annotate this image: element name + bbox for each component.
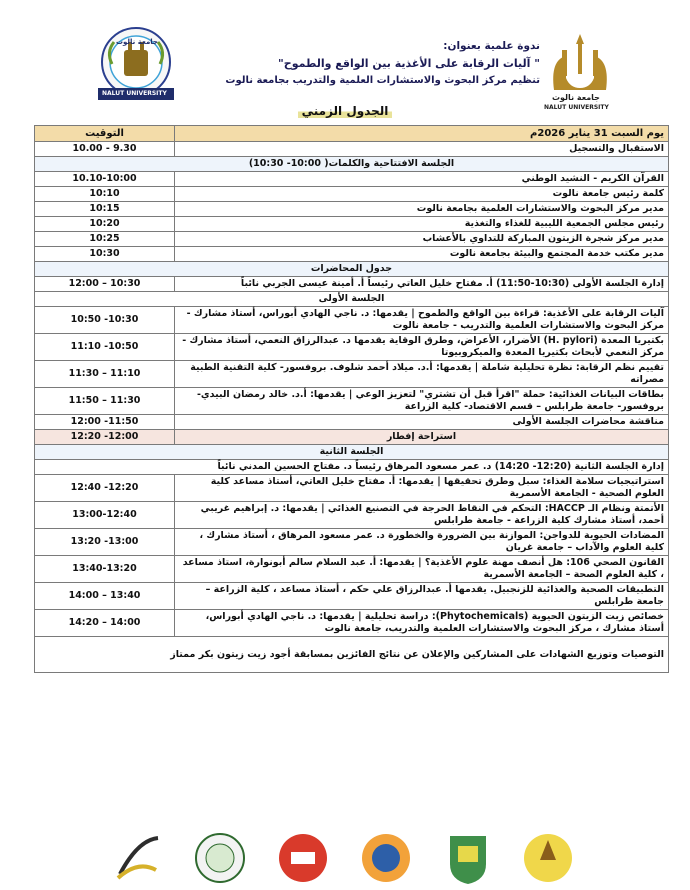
time-cell: 10:20 [35,217,175,232]
title-block [200,38,540,89]
event-cell: كلمة رئيس جامعة نالوت [175,187,669,202]
table-row [35,502,669,529]
section-heading: الجلسة الافتتاحية والكلمات( 10:00- 10:30) [35,157,669,172]
date-header: يوم السبت 31 يناير 2026م [175,126,669,142]
time-cell: 11:10 -10:50 [35,334,175,361]
section-heading: جدول المحاضرات [35,262,669,277]
table-row [35,361,669,388]
logo-left-caption-bottom: NALUT UNIVERSITY [102,90,167,97]
time-cell: 11:50 – 11:30 [35,388,175,415]
organizer-line: تنظيم مركز البحوث والاستشارات العلمية والتدريب بجامعة نالوت [225,75,540,86]
time-cell: 13:20 -13:00 [35,529,175,556]
section-heading: الجلسة الثانية [35,445,669,460]
event-cell: رئيس مجلس الجمعية الليبية للغذاء والتغذية [175,217,669,232]
event-cell: استراحة إفطار [175,430,669,445]
table-row [35,247,669,262]
faculty-seal-icon [192,830,248,886]
green-shield-logo-icon [440,830,496,886]
event-cell: المضادات الحيوية للدواجن: الموازنة بين الضرورة والخطورة د. عمر مسعود المرهاق ، أستاذ مشارك ، كلية العلوم والآداب – جامعة غريان [175,529,669,556]
table-row [35,262,669,277]
yellow-emblem-logo-icon [520,830,576,886]
time-cell: 10:10 [35,187,175,202]
table-row [35,292,669,307]
seminar-theme: " آليات الرقابة على الأغذية بين الواقع والطموح" [278,57,540,70]
table-row [35,187,669,202]
seminar-label: ندوة علمية بعنوان: [443,40,540,52]
session-chair-note: إدارة الجلسة الثانية (12:20- 14:20) د. عمر مسعود المرهاق رئيساً د. مفتاح الحسين المدني نائباً [35,460,669,475]
time-cell: 13:40-13:20 [35,556,175,583]
orange-blue-logo-icon [358,830,414,886]
table-row [35,445,669,460]
schedule-title: الجدول الزمني [0,104,690,118]
table-row [35,529,669,556]
table-row [35,475,669,502]
table-row [35,583,669,610]
time-cell: 10.00 - 9.30 [35,142,175,157]
table-row [35,388,669,415]
table-row [35,556,669,583]
event-cell: الأتمتة ونظام الـ HACCP: التحكم في النقاط الحرجة في التصنيع الغذائي | يقدمها: د. إبراهيم غريبي أحمد، أستاذ مشارك كلية الزراعة - جامعة طرابلس [175,502,669,529]
event-cell: خصائص زيت الزيتون الحيوية (Phytochemicals): دراسة تحليلية | يقدمها: د. ناجي الهادي أبوراس، أستاذ مشارك ، مركز البحوث والاستشارات العلمية والتدريب، جامعة نالوت [175,610,669,637]
closing-row: التوصيات وتوزيع الشهادات على المشاركين والإعلان عن نتائج الفائزين بمسابقة أجود زيت زيتون بكر ممتاز [35,637,669,673]
time-cell: 10:30 [35,247,175,262]
table-row [35,157,669,172]
event-cell: مدير مركز شجرة الزيتون المباركة للتداوي بالأعشاب [175,232,669,247]
section-heading: الجلسة الأولى [35,292,669,307]
time-cell: 12:40 -12:20 [35,475,175,502]
time-cell: 10:25 [35,232,175,247]
time-cell: 10:50 -10:30 [35,307,175,334]
event-cell: القانون الصحي 106: هل أنصف مهنة علوم الأغذية؟ | يقدمها: أ. عبد السلام سالم أبونوارة، استاذ مساعد ، كلية العلوم الصحة – الجامعة الأسمرية [175,556,669,583]
table-row [35,415,669,430]
event-cell: بكتيريا المعدة (H. pylori) الأضرار، الأعراض، وطرق الوقاية يقدمها د. عبدالرزاق النعمي، أستاذ مشارك - مركز النعمي لأبحاث بكتيريا المعدة والميكروبيوتا [175,334,669,361]
event-cell: تقييم نظم الرقابة: نظرة تحليلية شاملة | يقدمها: أ.د. ميلاد أحمد شلوف. بروفسور- كلية التقنية الطبية مصراته [175,361,669,388]
table-row [35,610,669,637]
time-cell: 13:00-12:40 [35,502,175,529]
time-cell: 11:30 – 11:10 [35,361,175,388]
event-cell: بطاقات البيانات الغذائية: حملة "اقرأ قبل أن تشتري" لتعزيز الوعي | يقدمها: أ.د. خالد رمضان البيدي- بروفسور- جامعة طرابلس – قسم الاقتصاد- كلية الزراعة [175,388,669,415]
event-cell: التطبيقات الصحية والغذائية للزنجبيل. يقدمها أ. عبدالرزاق علي حكم ، أستاذ مساعد ، كلية الزراعة – جامعة طرابلس [175,583,669,610]
logo-right-caption-bottom: NALUT UNIVERSITY [544,104,609,111]
event-cell: القرآن الكريم - النشيد الوطني [175,172,669,187]
page-header [0,0,690,120]
time-cell: 12:00 -11:50 [35,415,175,430]
olive-branch-logo-icon [110,830,166,886]
time-cell: 12:00 – 10:30 [35,277,175,292]
event-cell: إدارة الجلسة الأولى (10:30-11:50) أ. مفتاح خليل العاتي رئيساً أ. أمينة عيسى الجربي نائباً [175,277,669,292]
time-cell: 12:20 -12:00 [35,430,175,445]
table-row [35,142,669,157]
time-cell: 10:15 [35,202,175,217]
table-row [35,307,669,334]
event-cell: استراتيجيات سلامة الغذاء: سبل وطرق تحقيقها | يقدمها: أ. مفتاح خليل العاتي، أستاذ مساعد كلية العلوم الصحية - الجامعة الأسمرية [175,475,669,502]
event-cell: مدير مركز البحوث والاستشارات العلمية بجامعة نالوت [175,202,669,217]
schedule-table [34,125,669,673]
table-header-row [35,126,669,142]
time-cell: 14:20 – 14:00 [35,610,175,637]
table-row [35,217,669,232]
table-row [35,637,669,673]
table-row [35,202,669,217]
time-cell: 14:00 – 13:40 [35,583,175,610]
event-cell: مناقشة محاضرات الجلسة الأولى [175,415,669,430]
table-row [35,430,669,445]
event-cell: الاستقبال والتسجيل [175,142,669,157]
footer-logos [110,830,600,886]
table-row [35,277,669,292]
table-row [35,232,669,247]
red-circle-logo-icon [275,830,331,886]
logo-right-caption-top: جامعة نالوت [552,93,600,102]
table-row [35,172,669,187]
event-cell: مدير مكتب خدمة المجتمع والبيئة بجامعة نالوت [175,247,669,262]
time-header: التوقيت [35,126,175,142]
table-row [35,460,669,475]
table-row [35,334,669,361]
event-cell: آليات الرقابة على الأغذية: قراءة بين الواقع والطموح | يقدمها: د. ناجي الهادي أبوراس، أستاذ مشارك - مركز البحوث والاستشارات العلمية والتدريب - جامعة نالوت [175,307,669,334]
schedule-rows [35,142,669,673]
logo-left-caption-top: جامعة نالوت [116,38,158,46]
time-cell: 10.10-10:00 [35,172,175,187]
